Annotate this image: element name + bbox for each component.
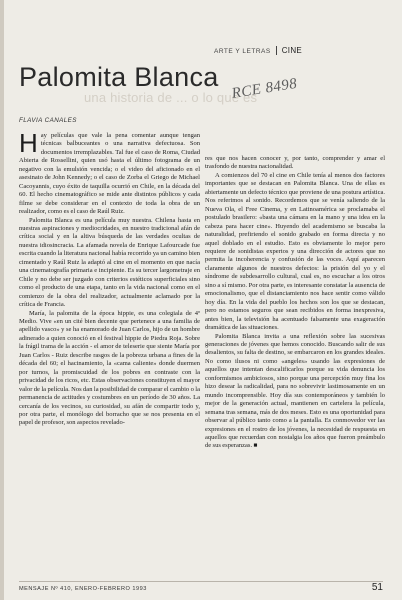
- drop-cap: H: [19, 128, 38, 158]
- bleed-through-text: una historia de ... o lo que es: [84, 90, 258, 105]
- paragraph-3: María, la palomita de la época hippie, es una colegiala de 4º Medio. Vive «en un cité bien decente que pertenece a una familia de apellido vasco» y se ha enamorado de Juan Carlos, hijo de un hombre adinerado a quien conoció en el festival hippie de Piedra Roja. Sobre la frágil trama de la acción - el amor de teleserie que siente María por Juan Carlos - Ruiz describe rasgos de la pobreza urbana a fines de la década del 60; el hacinamiento, la «cama caliente» donde duermen por turnos, la promiscuidad de los pobres en contraste con la privacidad de los ricos, etc. Estas observaciones constituyen el mayor valor de la película. Nos dan la posibilidad de comparar el cambio o la permanencia de actitudes y costumbres en un período de 30 años. La cercanía de los vecinos, su curiosidad, su afán de compartir todo y, por otra parte, el monólogo del borracho que se nos presenta en el papel de profesor, son aspectos revelado-: [19, 309, 200, 427]
- section-tag: [214, 46, 302, 55]
- paragraph-2: Palomita Blanca es una película muy nuestra. Chilena hasta en nuestras aspiraciones y mediocridades, en nuestro tradicional afán de crítica social y en la altiva búsqueda de las verdades ocultas de nuestra idiosincracia. La afamada novela de Enrique Lafourcade fue escrita cuando la literatura nacional había recorrido ya un camino bien cimentado y Raúl Ruiz la adaptó al cine en el momento en que nacía una cinematografía primaria e incipiente. Es su tercer largometraje en Chile y no debe ser juzgado con criterios estéticos superficiales sino como el producto de una etapa, tanto en la vida nacional como en el comienzo de la obra del realizador, actualmente aclamado por la crítica de Francia.: [19, 216, 200, 309]
- paragraph-4: res que nos hacen conocer y, por tanto, comprender y amar el trasfondo de nuestra nacionalidad.: [205, 155, 385, 171]
- handwritten-archive-stamp: RCE 8498: [230, 75, 299, 102]
- paragraph-6: Palomita Blanca invita a una reflexión sobre las sucesivas generaciones de jóvenes que hemos conocido. Buscando salir de sus desalientos, su falta de destino, se embarcaron en los grandes ideales. No como ilusos ni como «angeles» usando las expresiones de aquellos que intentan descalificarlos porque su vida denuncia los conformismos ambiciosos, sino porque una percepción muy fina los hizo desear la radicalidad, para no sobrevivir lastimosamente en un mundo incomprensible. Hoy día sus contemporáneos y también lo mejor de la generación actual, mantienen en cartelera la película, semana tras semana, más de dos meses. Esto es una oportunidad para observar al público tanto como a la pantalla. Es conmovedor ver las expresiones en el rostro de los jóvenes, la necesidad de respuesta en aquellos que recuerdan con nostalgia los años que fueron preámbulo de sus esperanzas. ■: [205, 332, 385, 450]
- page-footer: [19, 581, 383, 593]
- scan-edge: [0, 0, 4, 600]
- section-sublabel: CINE: [276, 46, 302, 55]
- paragraph-1-text: ay películas que vale la pena comentar aunque tengan técnicas balbuceantes o una narrativa defectuosa. Son documentos irremplazables. Tal fue el caso de Roma, Ciudad Abierta de Rossellini, quien usó hasta el último fotograma de un negativo con la emulsión vencida; o el video del aficionado en el asesinato de John Kennedy; o el caso de Zorba el Griego de Michael Cacoyannis, cuyo éxito de taquilla ocurrió en Chile, en la década del 60. El hecho cinematográfico se mide ante distintos públicos y cada filme se debe considerar en el contexto de toda la obra de un realizador, como es el caso de Raúl Ruiz.: [19, 132, 200, 216]
- paragraph-5: A comienzos del 70 el cine en Chile tenía al menos dos factores importantes que se destacan en Palomita Blanca. Una de ellas es abiertamente un defecto técnico que proviene de una postura artística. Nos referimos al sonido. Recordemos que se venía saliendo de la Nueva Ola, el Free Cinema, y en Latinoamérica se proclamaba el postulado brasilero: «basta una cámara en la mano y una idea en la cabeza para hacer cine». Huyendo del academismo se buscaba la naturalidad, prefiriendo el sonido grabado en forma directa y no aquel doblado en el estudio. Esto es obviamente lo mejor pero requiere de sonidistas expertos y una dirección de actores que no permita la incoherencia y confusión de las voces. Aquí aparecen claramente algunos de nuestros defectos: la prisión del yo y el síndrome de subdesarrollo cultural, cual es, no escuchar a los otros sino a sí mismo. Por otra parte, es interesante constatar la ausencia de emocionalismo, que el distanciamiento nos hace sentir como válido hoy día. En la vida del pueblo los hechos son los que se destacan, pero no estamos seguros que sean recibidos en forma inexpresiva, antes bien, la televisión ha acentuado falsamente una exageración dramática de las situaciones.: [205, 171, 385, 332]
- article-byline: FLAVIA CANALES: [19, 117, 77, 124]
- article-title: Palomita Blanca: [19, 62, 219, 92]
- right-column: [205, 155, 385, 451]
- section-label: ARTE Y LETRAS: [214, 48, 271, 55]
- page-number: 51: [371, 582, 383, 593]
- publication-info: MENSAJE Nº 410, ENERO-FEBRERO 1993: [19, 586, 147, 592]
- paragraph-1: [19, 128, 200, 217]
- left-column: [19, 128, 200, 428]
